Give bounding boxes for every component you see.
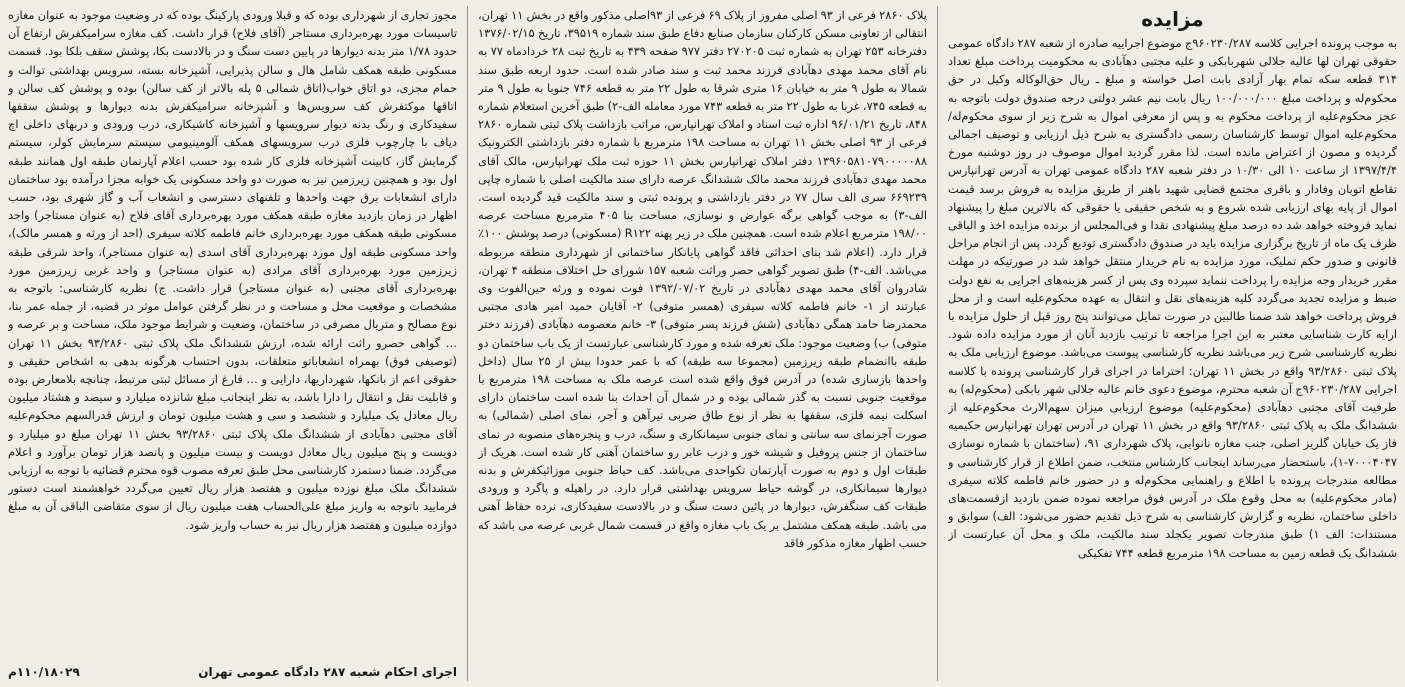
notice-title: مزایده [1141, 7, 1204, 31]
column-left [8, 6, 457, 681]
column-middle-text: پلاک ۲۸۶۰ فرعی از ۹۳ اصلی مفروز از پلاک ۶۹ فرعی از ۹۳اصلی مذکور واقع در بخش ۱۱ تهران، انتقالی از تعاونی مسکن کارکنان سازمان صنایع دفاع طبق سند شماره ۳۹۵۱۹، تاریخ ۱۳۷۶/۰۲/۱۵ دفترخانه ۲۵۳ تهران به شماره ثبت ۲۷۰۲۰۵ دفتر ۹۷۷ صفحه ۴۳۹ به تاریخ ثبت ۲۸ خردادماه ۷۷ به نام آقای محمد مهدی دهآبادی فرزند محمد ثبت و سند صادر شده است. حدود اربعه طبق سند شمالا به طول ۹ متر به خیابان ۱۶ متری شرقا به طول ۲۲ متر به قطعه ۷۴۶ جنوبا به طول ۹ متر به قطعه ۷۴۵، غربا به طول ۲۲ متر به قطعه ۷۴۳ مورد معامله الف-۲) طبق آخرین استعلام شماره ۸۴۸، تاریخ ۹۶/۰۱/۲۱ اداره ثبت اسناد و املاک تهرانپارس، مراتب بازداشت پلاک ثبتی شماره ۲۸۶۰ فرعی از ۹۳ اصلی بخش ۱۱ تهران به مساحت ۱۹۸ مترمربع با شماره دفتر بازداشتی الکترونیک ۱۳۹۶۰۵۸۱۰۷۹۰۰۰۰۰۸۸ دفتر املاک تهرانپارس بخش ۱۱ حوزه ثبت ملک تهرانپارس، مالک آقای محمد مهدی دهآبادی فرزند محمد مالک ششدانگ عرصه دارای سند مالکیت اصلی با شماره چاپی ۶۶۹۲۳۹ سری الف سال ۷۷ در دفتر بازداشتی و پرونده ثبتی و سند مالکیت قید گردیده است. الف-۳) به موجب گواهی برگه عوارض و نوسازی، مساحت بنا ۴۰۵ مترمربع مساحت عرصه ۱۹۸/۰۰ مترمربع اعلام شده است. همچنین ملک در زیر پهنه R۱۲۲ (مسکونی) درصد پوشش ۱۰۰٪ قرار دارد. (اعلام شد بنای احداثی فاقد گواهی پایانکار ساختمانی از شهرداری منطقه مربوطه می‌باشد. الف-۴) طبق تصویر گواهی حصر وراثت شعبه ۱۵۷ شورای حل اختلاف منطقه ۴ تهران، شادروان آقای محمد مهدی دهآبادی در تاریخ ۱۳۹۲/۰۷/۰۲ فوت نموده و ورثه حین‌الفوت وی عبارتند از ۱- خانم فاطمه کلاته سیفری (همسر متوفی) ۲- آقایان حمید امیر هادی مجتبی محمدرضا حامد همگی دهآبادی (شش فرزند پسر متوفی) ۳- خانم معصومه دهآبادی (فرزند دختر متوفی) ب) وضعیت موجود: ملک تعرفه شده و مورد کارشناسی عبارتست از یک باب ساختمان دو طبقه باانضمام طبقه زیرزمین (مجموعا سه طبقه) که با عمر حدودا بیش از ۲۵ سال (داخل واحدها بازسازی شده) در آدرس فوق واقع شده است عرصه ملک به مساحت ۱۹۸ مترمربع با موقعیت جنوبی نسبت به گذر شمالی بوده و در شمال آن احداث بنا شده است ساختمان دارای اسکلت نیمه فلزی، سقفها به نظر از نوع طاق ضربی تیرآهن و آجر، نمای اصلی (شمالی) به صورت آجرنمای سه سانتی و نمای جنوبی سیمانکاری و سنگ، درب و پنجره‌های منصوبه در نمای ساختمان از جنس پروفیل و شیشه خور و درب عابر رو ساختمان آهنی کار شده است. هریک از طبقات اول و دوم به صورت آپارتمان تکواحدی می‌باشد. کف حیاط جنوبی موزائیکفرش و بدنه دیوارها سیمانکاری، در گوشه حیاط سرویس بهداشتی قرار دارد. در راهپله و پاگرد و ورودی طبقات کف سنگفرش، دیوارها در پائین دست سنگ و در بالادست سفیدکاری، نرده حفاظ آهنی می باشد. طبقه همکف مشتمل بر یک باب مغازه واقع در قسمت شمال غربی عرصه می باشد که حسب اظهار مغازه مذکور فاقد [478, 8, 927, 550]
column-middle [478, 6, 927, 681]
notice-code: ۱۱۰/۱۸۰۲۹م [8, 665, 80, 679]
notice-footer [8, 663, 457, 681]
column-divider [467, 6, 468, 681]
column-divider [937, 6, 938, 681]
column-left-text: مجوز تجاری از شهرداری بوده که و قبلا ورودی پارکینگ بوده که در وضعیت موجود به عنوان مغازه تاسیسات مورد بهره‌برداری مستاجر (آقای فلاح) قرار داشت. کف مغازه سرامیکفرش ارتفاع آن حدود ۱/۷۸ متر بدنه دیوارها در پایین دست سنگ و در بالادست بکا، پوشش سقف بلکا بود. قسمت مسکونی طبقه همکف شامل هال و سالن پذیرایی، آشپزخانه بسته، سرویس بهداشتی توالت و حمام مجزی، دو اتاق خواب(اتاق شمالی ۵ پله بالاتر از کف سالن) بوده و پوشش کف سالن و اتاقها موکتفرش کف سرویس‌ها و آشپزخانه سرامیکفرش بدنه دیوارها و پوشش سقفها سفیدکاری و رنگ بدنه دیوار سرویسها و آشپزخانه کاشیکاری، درب ورودی و دربهای داخلی اچ دیاف با چارچوب فلزی درب سرویسهای همکف آلومینیومی سیستم سرمایش کولر، سیستم گرمایش گاز، کابینت آشپزخانه فلزی کار شده بود حسب اعلام آپارتمان طبقه اول همانند طبقه اول بود و همچنین زیرزمین نیز به صورت دو واحد مسکونی یک خوابه مجزا درآمده بود ساختمان دارای انشعابات برق جهت واحدها و تلفنهای دسترسی و انشعاب آب و گاز شهری بود، حسب اظهار در زمان بازدید مغازه طبقه همکف مورد بهره‌برداری آقای فلاح (به عنوان مستاجر) واحد مسکونی طبقه همکف مورد بهره‌برداری خانم فاطمه کلاته سیفری (احد از ورثه و همسر مالک)، واحد مسکونی طبقه اول مورد بهره‌برداری آقای اسدی (به عنوان مستاجر)، واحد شرقی طبقه زیرزمین مورد بهره‌برداری آقای مرادی (به عنوان مستاجر) و واحد غربی زیرزمین مورد بهره‌برداری آقای مجتبی (به عنوان مستاجر) قرار داشت. ج) نظریه کارشناسی: باتوجه به مشخصات و موقعیت محل و مساحت و در نظر گرفتن عوامل موثر در قضیه، از جمله عمر بنا، نوع مصالح و متریال مصرفی در ساختمان، وضعیت و شرایط موجود ملک، مساحت و بر عرصه و … گواهی حصرو راثت ارائه شده، ارزش ششدانگ ملک پلاک ثبتی ۹۳/۲۸۶۰ بخش ۱۱ تهران (توصیفی فوق) بهمراه انشعاباتو متعلقات، بدون احتساب هرگونه بدهی به اشخاص حقیقی و حقوقی اعم از بانکها، شهرداریها، دارایی و … فارغ از مسائل ثبتی مرتبط، چنانچه بلامعارض بوده و قابلیت نقل و انتقال را دارا باشد، به نظر اینجانب مبلغ شانزده میلیارد و سیصد و هشتاد میلیون ریال معادل یک میلیارد و ششصد و سی و هشت میلیون تومان و ارزش قدرالسهم محکوم‌علیه آقای مجتبی دهآبادی از ششدانگ ملک پلاک ثبتی ۹۳/۲۸۶۰ بخش ۱۱ تهران مبلغ دو میلیارد و دویست و پنج میلیون ریال معادل دویست و بیست میلیون و پانصد هزار تومان برآورد و اعلام می‌گردد. ضمنا دستمزد کارشناسی محل طبق تعرفه مصوب قوه محترم قضائیه با توجه به ارزیابی ششدانگ ملک مبلغ نوزده میلیون و هفتصد هزار ریال تعیین می‌گردد خواهشمند است دستور فرمایید باتوجه به واریز مبلغ علی‌الحساب هفت میلیون ریال از سوی متقاضی الباقی آن به مبلغ دوازده میلیون و هفتصد هزار ریال نیز به حساب واریز شود. [8, 8, 457, 532]
column-right [948, 6, 1397, 681]
column-right-text: به موجب پرونده اجرایی کلاسه ۹۶۰۲۳۰/۲۸۷ج موضوع اجراییه صادره از شعبه ۲۸۷ دادگاه عمومی حقوقی تهران لها عالیه جلالی شهربابکی و علیه مجتبی دهآبادی به محکومیت پرداخت مبلغ تعداد ۳۱۴ قطعه سکه تمام بهار آزادی بابت اصل خواسته و مبلغ ـ ریال حق‌الوکاله وکیل در حق محکوم‌له و پرداخت مبلغ ۱۰۰/۰۰۰/۰۰۰ ریال بابت نیم عشر دولتی درجه صندوق دولت باتوجه به عجز محکوم‌علیه از پرداخت محکوم به و پس از معرفی اموال به شرح زیر از سوی محکوم‌له/محکوم‌علیه اموال توسط کارشناسان رسمی دادگستری به شرح ذیل ارزیابی و توصیف اجمالی گردیده و مصون از اعتراض مانده است. لذا مقرر گردید اموال موصوف در روز دوشنبه مورخ ۱۳۹۷/۴/۴ از ساعت ۱۰ الی ۱۰/۳۰ در دفتر شعبه ۲۸۷ دادگاه عمومی تهران به آدرس تهرانپارس تقاطع اتوبان وفادار و باقری مجتمع قضایی شهید باهنر از طریق مزایده به فروش برسد قیمت اموال از پایه بهای ارزیابی شده شروع و به شخص حقیقی یا حقوقی که بالاترین مبلغ را پیشنهاد نماید فروخته خواهد شد ده درصد مبلغ پیشنهادی نقدا و فی‌المجلس از برنده مزایده اخذ و الباقی ظرف یک ماه از تاریخ برگزاری مزایده باید در صندوق دادگستری تودیع گردد. پس از انجام مراحل قانونی و صدور حکم تملیک، مورد مزایده به نام خریدار منتقل خواهد شد در صورتیکه در مهلت مقرر خریدار وجه مزایده را پرداخت ننماید سپرده وی پس از کسر هزینه‌های اجرایی به نفع دولت ضبط و مزایده تجدید می‌گردد کلیه هزینه‌های نقل و انتقال به عهده محکوم‌علیه است و از محل فروش پرداخت خواهد شد ضمنا طالبین در صورت تمایل می‌توانند پنج روز قبل از حلول مزایده با ارایه کارت شناسایی معتبر به این اجرا مراجعه تا ترتیب بازدید آنان از مورد مزایده داده شود. نظریه کارشناسی شرح زیر می‌باشد نظریه کارشناسی پیوست می‌باشد. موضوع ارزیابی ملک به پلاک ثبتی ۹۳/۲۸۶۰ واقع در بخش ۱۱ تهران: احتراما در اجرای قرار کارشناسی پرونده با کلاسه اجرایی ۹۶۰۲۳۰/۲۸۷ج آن شعبه محترم، موضوع دعوی خانم عالیه جلالی شهر بابکی (محکوم‌له) به طرفیت آقای مجتبی دهآبادی (محکوم‌علیه) موضوع ارزیابی میزان سهم‌الارث محکوم‌علیه از ششدانگ ملک به پلاک ثبتی ۹۳/۲۸۶۰ واقع در بخش ۱۱ تهران در آدرس تهران تهرانپارس حکیمیه فاز یک خیابان گلریز اصلی، جنب مغازه نانوایی، پلاک شهرداری ۹۱، (ساختمان با شماره نوسازی ۷۰۰۰۴۰۴۷-۱)، باستحضار می‌رساند اینجانب کارشناس منتخب، ضمن اطلاع از قرار کارشناسی و مطالعه مندرجات پرونده با اطلاع و راهنمایی محکوم‌له و در حضور خانم فاطمه کلاته سیفری (مادر محکوم‌علیه) به محل وقوع ملک در آدرس فوق مراجعه نموده ضمن بازدید ازقسمت‌های داخلی ساختمان، نظریه و گزارش کارشناسی به شرح ذیل تقدیم حضور می‌شود: الف) سوابق و مستندات: الف ۱) طبق مندرجات تصویر یکجلد سند مالکیت، ملک و محل آن عبارتست از ششدانگ یک قطعه زمین به مساحت ۱۹۸ مترمربع قطعه ۷۴۴ تفکیکی [948, 36, 1397, 560]
issuer-signature: اجرای احکام شعبه ۲۸۷ دادگاه عمومی تهران [198, 665, 457, 679]
